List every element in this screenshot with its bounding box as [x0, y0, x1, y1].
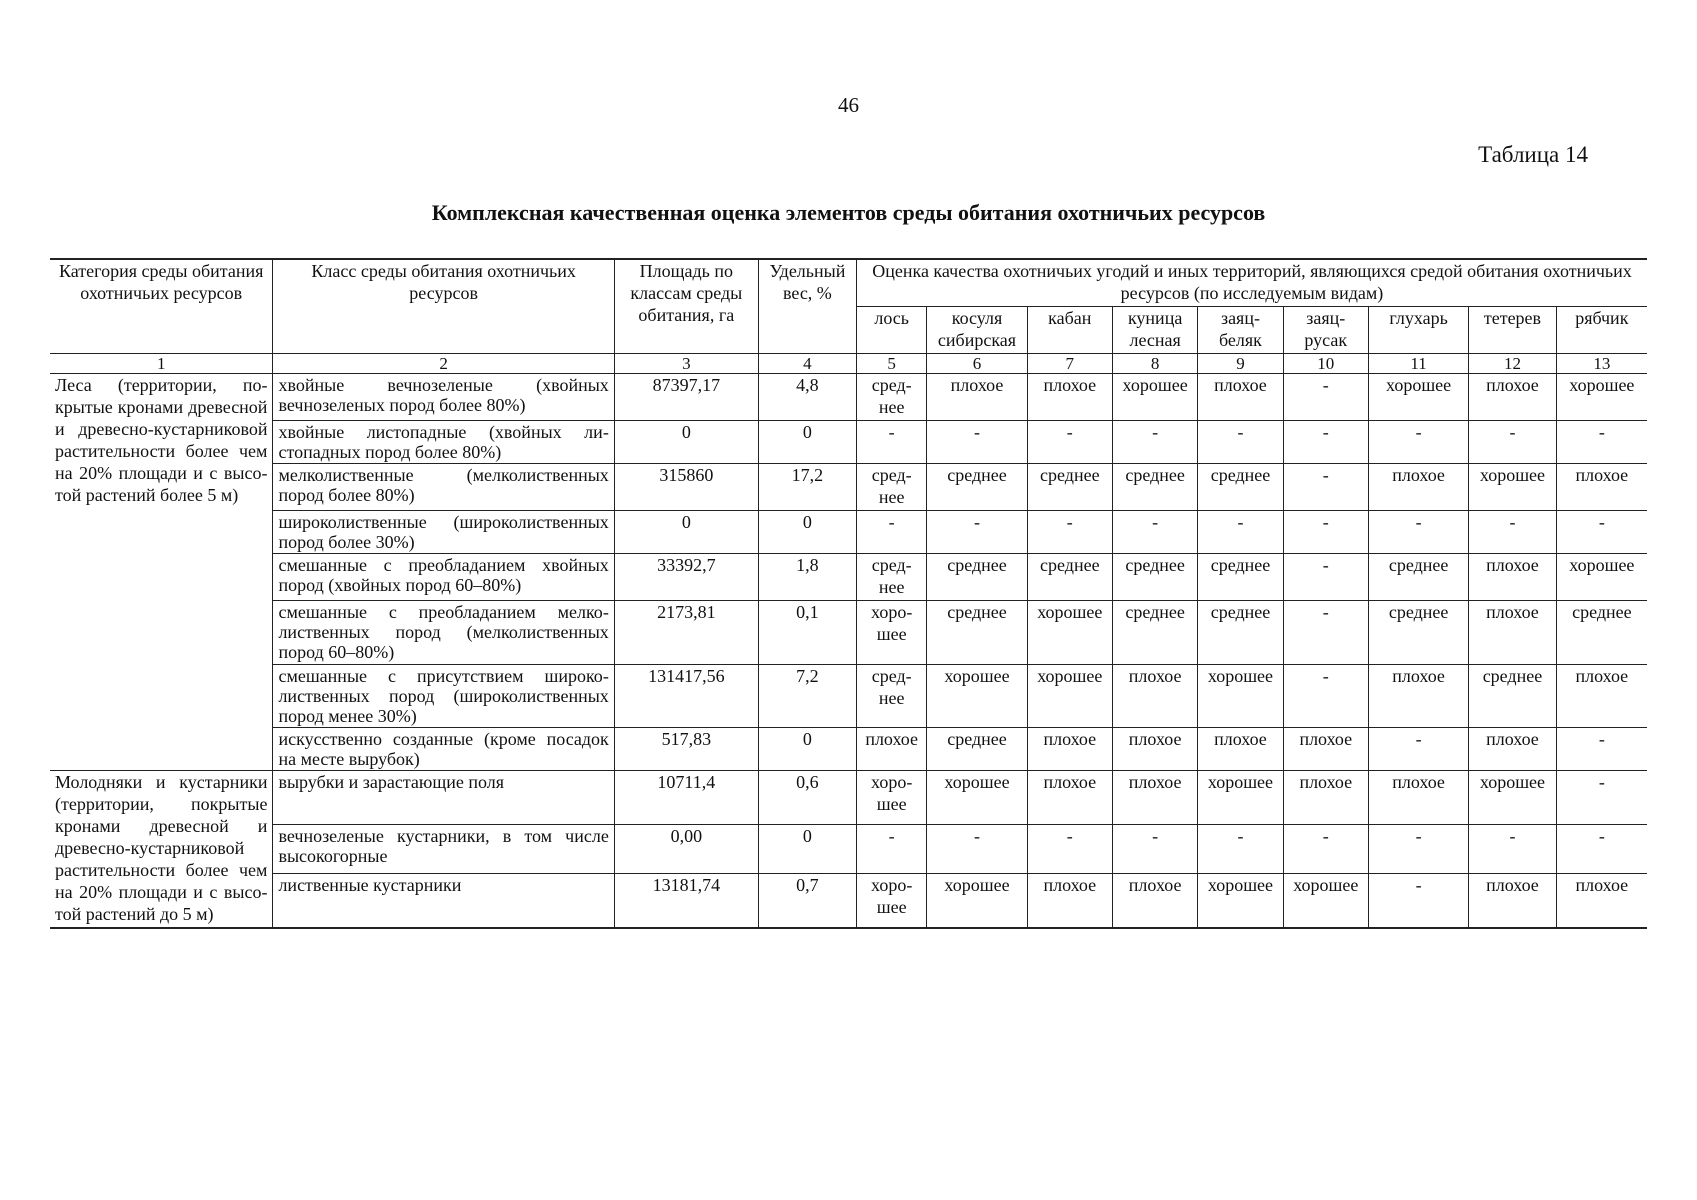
rating-cell: - [1027, 824, 1112, 873]
share-cell: 4,8 [758, 373, 856, 420]
area-cell: 517,83 [614, 728, 758, 771]
header-species: лось [856, 306, 926, 353]
column-number: 2 [273, 353, 614, 373]
area-cell: 0 [614, 420, 758, 463]
rating-cell: среднее [1112, 601, 1197, 664]
header-species: рябчик [1556, 306, 1647, 353]
rating-cell: - [1112, 824, 1197, 873]
header-category: Категория среды обитания охотничьих ресурсов [50, 259, 273, 353]
column-number: 13 [1556, 353, 1647, 373]
share-cell: 1,8 [758, 554, 856, 601]
rating-cell: среднее [856, 664, 926, 727]
table-row [50, 373, 1647, 420]
rating-cell: плохое [1368, 464, 1468, 511]
rating-cell: плохое [1112, 874, 1197, 928]
rating-cell: - [856, 824, 926, 873]
rating-cell: - [1283, 601, 1368, 664]
rating-cell: хорошее [927, 664, 1027, 727]
rating-cell: - [1112, 510, 1197, 553]
column-number: 11 [1368, 353, 1468, 373]
rating-cell: плохое [1027, 874, 1112, 928]
header-species: кабан [1027, 306, 1112, 353]
rating-cell: - [856, 420, 926, 463]
rating-cell: - [1198, 824, 1283, 873]
rating-cell: - [1368, 824, 1468, 873]
rating-cell: - [927, 510, 1027, 553]
rating-cell: - [1368, 510, 1468, 553]
rating-cell: среднее [1556, 601, 1647, 664]
column-number: 7 [1027, 353, 1112, 373]
rating-cell: хорошее [856, 874, 926, 928]
header-species: заяц-беляк [1198, 306, 1283, 353]
rating-cell: - [856, 510, 926, 553]
rating-cell: плохое [1283, 728, 1368, 771]
rating-cell: - [1368, 874, 1468, 928]
rating-cell: - [1368, 728, 1468, 771]
rating-cell: плохое [927, 373, 1027, 420]
rating-cell: - [1556, 420, 1647, 463]
rating-cell: хорошее [1469, 464, 1556, 511]
rating-cell: плохое [1112, 664, 1197, 727]
table-body [50, 373, 1647, 928]
rating-cell: плохое [1469, 373, 1556, 420]
rating-cell: среднее [927, 554, 1027, 601]
rating-cell: хорошее [927, 771, 1027, 825]
class-cell: смешанные с преобладанием мелколиственных пород (мелколиственных пород 60–80%) [273, 601, 614, 664]
area-cell: 0,00 [614, 824, 758, 873]
rating-cell: - [1283, 824, 1368, 873]
rating-cell: плохое [1027, 373, 1112, 420]
column-number-row [50, 353, 1647, 373]
rating-cell: - [1283, 420, 1368, 463]
rating-cell: - [1556, 824, 1647, 873]
rating-cell: - [927, 420, 1027, 463]
rating-cell: хорошее [1198, 771, 1283, 825]
category-cell: Леса (территории, покрытые кронами древесной и древесно-кустарниковой растительности более чем на 20% площади и с высотой растений более 5 м) [50, 373, 273, 771]
header-class: Класс среды обитания охотничьих ресурсов [273, 259, 614, 353]
rating-cell: плохое [1283, 771, 1368, 825]
column-number: 6 [927, 353, 1027, 373]
header-area: Площадь по классам среды обитания, га [614, 259, 758, 353]
rating-cell: плохое [1469, 728, 1556, 771]
rating-cell: плохое [1027, 728, 1112, 771]
rating-cell: среднее [856, 373, 926, 420]
column-number: 8 [1112, 353, 1197, 373]
rating-cell: среднее [1112, 554, 1197, 601]
rating-cell: плохое [1198, 373, 1283, 420]
rating-cell: среднее [1469, 664, 1556, 727]
rating-cell: хорошее [1556, 373, 1647, 420]
document-title: Комплексная качественная оценка элементов среды обитания охотничьих ресурсов [431, 200, 1266, 225]
rating-cell: плохое [1469, 874, 1556, 928]
rating-cell: плохое [1112, 728, 1197, 771]
rating-cell: - [1198, 510, 1283, 553]
area-cell: 315860 [614, 464, 758, 511]
rating-cell: - [1556, 510, 1647, 553]
header-share: Удельный вес, % [758, 259, 856, 353]
rating-cell: среднее [1198, 601, 1283, 664]
share-cell: 0,6 [758, 771, 856, 825]
rating-cell: среднее [927, 601, 1027, 664]
header-species: глухарь [1368, 306, 1468, 353]
column-number: 10 [1283, 353, 1368, 373]
rating-cell: - [1198, 420, 1283, 463]
table-row [50, 464, 1647, 511]
rating-cell: - [1283, 464, 1368, 511]
column-number: 4 [758, 353, 856, 373]
rating-cell: плохое [1368, 664, 1468, 727]
table-row [50, 728, 1647, 771]
share-cell: 0 [758, 420, 856, 463]
rating-cell: среднее [1198, 464, 1283, 511]
rating-cell: - [1469, 510, 1556, 553]
rating-cell: хорошее [1556, 554, 1647, 601]
class-cell: мелколиственные (мелколиственных пород более 80%) [273, 464, 614, 511]
table-row [50, 510, 1647, 553]
rating-cell: плохое [1556, 464, 1647, 511]
rating-cell: среднее [1112, 464, 1197, 511]
rating-cell: среднее [1368, 601, 1468, 664]
rating-cell: хорошее [1283, 874, 1368, 928]
area-cell: 10711,4 [614, 771, 758, 825]
share-cell: 17,2 [758, 464, 856, 511]
rating-cell: плохое [1368, 771, 1468, 825]
rating-cell: среднее [1368, 554, 1468, 601]
header-species: заяц-русак [1283, 306, 1368, 353]
area-cell: 0 [614, 510, 758, 553]
column-number: 9 [1198, 353, 1283, 373]
rating-cell: - [1283, 554, 1368, 601]
rating-cell: плохое [856, 728, 926, 771]
class-cell: смешанные с преобладанием хвойных пород (хвойных пород 60–80%) [273, 554, 614, 601]
class-cell: хвойные вечнозеленые (хвойных вечнозеленых пород более 80%) [273, 373, 614, 420]
header-assessment: Оценка качества охотничьих угодий и иных территорий, являющихся средой обитания охотничьих ресурсов (по исследуемым видам) [856, 259, 1647, 306]
class-cell: смешанные с присутствием широколиственных пород (широколиственных пород менее 30%) [273, 664, 614, 727]
rating-cell: - [1469, 824, 1556, 873]
page-number: 46 [838, 93, 859, 117]
column-number: 5 [856, 353, 926, 373]
table-row [50, 420, 1647, 463]
rating-cell: среднее [927, 728, 1027, 771]
header-row [50, 259, 1647, 306]
class-cell: вечнозеленые кустарники, в том числе высокогорные [273, 824, 614, 873]
class-cell: широколиственные (широколиственных пород более 30%) [273, 510, 614, 553]
rating-cell: - [1469, 420, 1556, 463]
rating-cell: плохое [1469, 601, 1556, 664]
table-label: Таблица 14 [1478, 142, 1588, 167]
rating-cell: хорошее [1112, 373, 1197, 420]
rating-cell: хорошее [1198, 664, 1283, 727]
header-species: тетерев [1469, 306, 1556, 353]
rating-cell: среднее [1198, 554, 1283, 601]
rating-cell: хорошее [856, 771, 926, 825]
class-cell: лиственные кустарники [273, 874, 614, 928]
class-cell: хвойные листопадные (хвойных листопадных пород более 80%) [273, 420, 614, 463]
rating-cell: плохое [1556, 874, 1647, 928]
area-cell: 13181,74 [614, 874, 758, 928]
header-species: косуля сибирская [927, 306, 1027, 353]
rating-cell: - [1556, 771, 1647, 825]
area-cell: 87397,17 [614, 373, 758, 420]
rating-cell: хорошее [1027, 664, 1112, 727]
category-cell: Молодняки и кустарники (территории, покрытые кронами древесной и древесно-кустарниковой растительности более чем на 20% площади и с высотой растений до 5 м) [50, 771, 273, 928]
table-row [50, 874, 1647, 928]
rating-cell: - [1283, 510, 1368, 553]
rating-cell: - [927, 824, 1027, 873]
table-row [50, 771, 1647, 825]
share-cell: 7,2 [758, 664, 856, 727]
rating-cell: - [1112, 420, 1197, 463]
table-row [50, 601, 1647, 664]
column-number: 12 [1469, 353, 1556, 373]
rating-cell: - [1283, 373, 1368, 420]
rating-cell: хорошее [1198, 874, 1283, 928]
rating-cell: хорошее [1368, 373, 1468, 420]
area-cell: 33392,7 [614, 554, 758, 601]
area-cell: 131417,56 [614, 664, 758, 727]
table-row [50, 664, 1647, 727]
share-cell: 0,1 [758, 601, 856, 664]
class-cell: искусственно созданные (кроме посадок на месте вырубок) [273, 728, 614, 771]
rating-cell: - [1027, 420, 1112, 463]
rating-cell: хорошее [856, 601, 926, 664]
rating-cell: плохое [1027, 771, 1112, 825]
header-species: куница лесная [1112, 306, 1197, 353]
rating-cell: - [1556, 728, 1647, 771]
column-number: 1 [50, 353, 273, 373]
column-number: 3 [614, 353, 758, 373]
table-row [50, 824, 1647, 873]
assessment-table [50, 258, 1647, 929]
rating-cell: - [1027, 510, 1112, 553]
rating-cell: плохое [1556, 664, 1647, 727]
rating-cell: - [1368, 420, 1468, 463]
share-cell: 0 [758, 728, 856, 771]
rating-cell: среднее [856, 464, 926, 511]
rating-cell: плохое [1112, 771, 1197, 825]
share-cell: 0 [758, 824, 856, 873]
rating-cell: хорошее [1469, 771, 1556, 825]
area-cell: 2173,81 [614, 601, 758, 664]
rating-cell: плохое [1469, 554, 1556, 601]
share-cell: 0,7 [758, 874, 856, 928]
rating-cell: хорошее [1027, 601, 1112, 664]
rating-cell: среднее [1027, 554, 1112, 601]
rating-cell: хорошее [927, 874, 1027, 928]
table-row [50, 554, 1647, 601]
rating-cell: среднее [927, 464, 1027, 511]
rating-cell: среднее [856, 554, 926, 601]
class-cell: вырубки и зарастающие поля [273, 771, 614, 825]
rating-cell: среднее [1027, 464, 1112, 511]
rating-cell: - [1283, 664, 1368, 727]
share-cell: 0 [758, 510, 856, 553]
rating-cell: плохое [1198, 728, 1283, 771]
